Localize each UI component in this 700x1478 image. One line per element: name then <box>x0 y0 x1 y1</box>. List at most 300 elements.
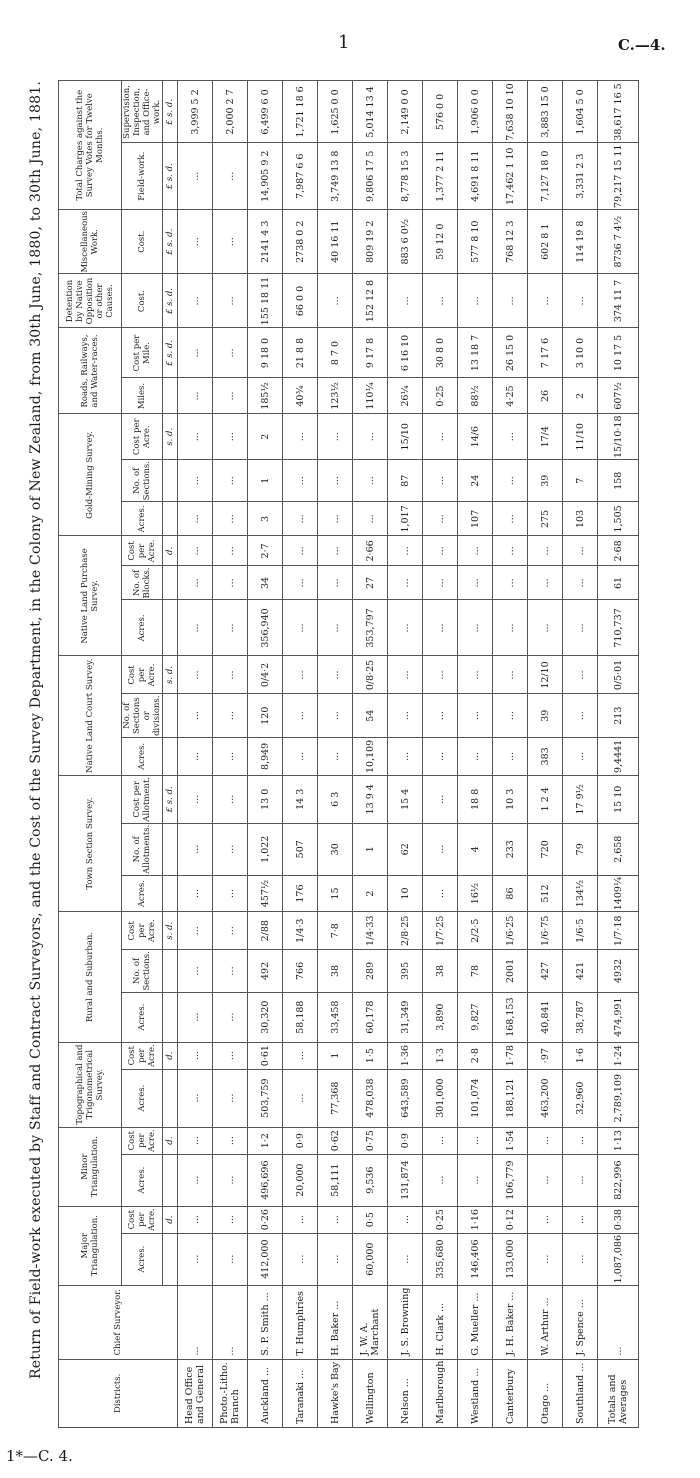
value-cell: ... <box>178 1206 213 1233</box>
value-cell: ... <box>423 656 458 694</box>
table-row <box>353 81 388 1428</box>
value-cell: 353,797 <box>353 600 388 656</box>
table-row <box>213 81 248 1428</box>
value-cell: ... <box>178 656 213 694</box>
chief-surveyor-cell: J. S. Browning <box>388 1285 423 1359</box>
value-cell: 32,960 <box>563 1069 598 1127</box>
value-cell: ... <box>178 912 213 950</box>
value-cell: ... <box>318 274 353 328</box>
value-cell: 1·16 <box>458 1206 493 1233</box>
value-cell: 643,589 <box>388 1069 423 1127</box>
value-cell: ... <box>388 656 423 694</box>
value-cell: 1 <box>353 823 388 875</box>
sub-header: Field-work. <box>122 143 163 209</box>
value-cell: 15 4 <box>388 775 423 823</box>
value-cell: 88½ <box>458 378 493 414</box>
value-cell: ... <box>528 600 563 656</box>
chief-surveyor-cell: W. Arthur ... <box>528 1285 563 1359</box>
table-row <box>388 81 423 1428</box>
group-header-native-purchase: Native Land Purchase Survey. <box>59 536 122 656</box>
sub-header: Acres. <box>122 875 163 911</box>
unit-header <box>163 875 178 911</box>
value-cell: 1,087,086 <box>598 1233 639 1285</box>
sub-header: Acres. <box>122 992 163 1042</box>
value-cell: ... <box>458 1127 493 1154</box>
chief-surveyor-cell: ... <box>598 1285 639 1359</box>
value-cell: ... <box>563 1206 598 1233</box>
value-cell: 720 <box>528 823 563 875</box>
value-cell: 1 <box>318 1042 353 1069</box>
value-cell: ... <box>528 1233 563 1285</box>
value-cell: 356,940 <box>248 600 283 656</box>
value-cell: 33,458 <box>318 992 353 1042</box>
value-cell: 496,696 <box>248 1154 283 1206</box>
value-cell: 18 8 <box>458 775 493 823</box>
value-cell: 38,617 16 5 <box>598 81 639 143</box>
value-cell: ... <box>178 992 213 1042</box>
value-cell: ... <box>178 460 213 502</box>
value-cell: 9 17 8 <box>353 328 388 378</box>
value-cell: 101,074 <box>458 1069 493 1127</box>
value-cell: 335,680 <box>423 1233 458 1285</box>
value-cell: 1/6·5 <box>563 912 598 950</box>
value-cell: 1,022 <box>248 823 283 875</box>
col-header-district: Districts. <box>59 1359 178 1427</box>
value-cell: ... <box>318 502 353 536</box>
value-cell: 492 <box>248 950 283 992</box>
value-cell: ... <box>493 737 528 775</box>
value-cell: ... <box>493 414 528 460</box>
sub-header: Acres. <box>122 1154 163 1206</box>
value-cell: ... <box>213 737 248 775</box>
value-cell: 0/5·01 <box>598 656 639 694</box>
value-cell: 58,111 <box>318 1154 353 1206</box>
value-cell: ... <box>213 1154 248 1206</box>
value-cell: 40 16 11 <box>318 209 353 274</box>
value-cell: 427 <box>528 950 563 992</box>
unit-header <box>163 737 178 775</box>
chief-surveyor-cell: S. P. Smith ... <box>248 1285 283 1359</box>
value-cell: 24 <box>458 460 493 502</box>
value-cell: ... <box>458 566 493 600</box>
unit-header <box>163 992 178 1042</box>
value-cell: 79 <box>563 823 598 875</box>
value-cell: ... <box>388 1233 423 1285</box>
value-cell: ... <box>178 414 213 460</box>
unit-header: d. <box>163 1206 178 1233</box>
value-cell: 2,000 2 7 <box>213 81 248 143</box>
value-cell: 131,874 <box>388 1154 423 1206</box>
value-cell: ... <box>388 274 423 328</box>
value-cell: ... <box>353 414 388 460</box>
value-cell: 62 <box>388 823 423 875</box>
value-cell: 8736 7 4½ <box>598 209 639 274</box>
sub-header: Cost per Allotment. <box>122 775 163 823</box>
value-cell: ... <box>423 274 458 328</box>
value-cell: 26 15 0 <box>493 328 528 378</box>
value-cell: 38 <box>318 950 353 992</box>
value-cell: 2·66 <box>353 536 388 566</box>
unit-header: £ s. d. <box>163 81 178 143</box>
value-cell: 421 <box>563 950 598 992</box>
value-cell: 503,759 <box>248 1069 283 1127</box>
value-cell: 478,038 <box>353 1069 388 1127</box>
value-cell: 2 <box>563 378 598 414</box>
district-cell: Totals and Averages <box>598 1359 639 1427</box>
value-cell: ... <box>563 1127 598 1154</box>
value-cell: 60,178 <box>353 992 388 1042</box>
value-cell: 87 <box>388 460 423 502</box>
value-cell: ... <box>563 694 598 737</box>
value-cell: 26¼ <box>388 378 423 414</box>
value-cell: 15/10 <box>388 414 423 460</box>
value-cell: 3,749 13 8 <box>318 143 353 209</box>
unit-header <box>163 1154 178 1206</box>
value-cell: ... <box>213 656 248 694</box>
value-cell: 107 <box>458 502 493 536</box>
value-cell: 0·25 <box>423 1206 458 1233</box>
unit-header: s. d. <box>163 414 178 460</box>
value-cell: 9,806 17 5 <box>353 143 388 209</box>
value-cell: ... <box>178 536 213 566</box>
value-cell: 463,200 <box>528 1069 563 1127</box>
value-cell: ... <box>178 328 213 378</box>
value-cell: 39 <box>528 694 563 737</box>
sub-header: No. of Blocks. <box>122 566 163 600</box>
value-cell: ... <box>213 694 248 737</box>
chief-surveyor-cell: H. Clark ... <box>423 1285 458 1359</box>
value-cell: ... <box>423 1154 458 1206</box>
group-header-major: Major Triangulation. <box>59 1206 122 1285</box>
value-cell: ... <box>178 875 213 911</box>
table-row <box>493 81 528 1428</box>
value-cell: ... <box>283 1042 318 1069</box>
value-cell: ... <box>318 737 353 775</box>
district-cell: Taranaki ... <box>283 1359 318 1427</box>
group-header-native-court: Native Land Court Survey. <box>59 656 122 775</box>
value-cell: ... <box>528 566 563 600</box>
value-cell: ... <box>388 536 423 566</box>
value-cell: 2001 <box>493 950 528 992</box>
value-cell: 133,000 <box>493 1233 528 1285</box>
value-cell: 13 9 4 <box>353 775 388 823</box>
value-cell: 110¼ <box>353 378 388 414</box>
value-cell: 10 3 <box>493 775 528 823</box>
value-cell: 40¾ <box>283 378 318 414</box>
value-cell: 1·2 <box>248 1127 283 1154</box>
value-cell: 766 <box>283 950 318 992</box>
value-cell: 3,999 5 2 <box>178 81 213 143</box>
value-cell: 2/8·25 <box>388 912 423 950</box>
value-cell: 2/2·5 <box>458 912 493 950</box>
value-cell: 2/88 <box>248 912 283 950</box>
value-cell: 1·6 <box>563 1042 598 1069</box>
value-cell: 20,000 <box>283 1154 318 1206</box>
value-cell: ... <box>178 502 213 536</box>
value-cell: 114 19 8 <box>563 209 598 274</box>
value-cell: ... <box>423 414 458 460</box>
unit-header <box>163 823 178 875</box>
chief-surveyor-cell: T. Humphries <box>283 1285 318 1359</box>
value-cell: 1 2 4 <box>528 775 563 823</box>
value-cell: ... <box>388 694 423 737</box>
group-header-total: Total Charges against the Survey Votes for Twelve Months. <box>59 81 122 209</box>
value-cell: 8 7 0 <box>318 328 353 378</box>
value-cell: 2,789,109 <box>598 1069 639 1127</box>
sub-header: Cost per Mile. <box>122 328 163 378</box>
sub-header: No. of Sections or divisions. <box>122 695 162 736</box>
value-cell: ... <box>178 1154 213 1206</box>
sub-header: Cost per Acre. <box>122 912 163 950</box>
value-cell: ... <box>423 823 458 875</box>
sub-header: Supervision, Inspection, and Office-work. <box>122 81 163 143</box>
value-cell: 2·68 <box>598 536 639 566</box>
unit-header: £ s. d. <box>163 209 178 274</box>
value-cell: 9,4441 <box>598 737 639 775</box>
value-cell: ... <box>213 460 248 502</box>
value-cell: 40,841 <box>528 992 563 1042</box>
value-cell: ... <box>283 656 318 694</box>
value-cell: 2141 4 3 <box>248 209 283 274</box>
value-cell: ... <box>213 566 248 600</box>
value-cell: 2·8 <box>458 1042 493 1069</box>
value-cell: ... <box>423 502 458 536</box>
district-cell: Hawke's Bay <box>318 1359 353 1427</box>
unit-header: £ s. d. <box>163 775 178 823</box>
unit-header: d. <box>163 1127 178 1154</box>
value-cell: ... <box>388 566 423 600</box>
value-cell: ... <box>353 460 388 502</box>
value-cell: 1·54 <box>493 1127 528 1154</box>
value-cell: ... <box>213 823 248 875</box>
value-cell: ... <box>178 1127 213 1154</box>
value-cell: 0·38 <box>598 1206 639 1233</box>
value-cell: 7,638 10 10 <box>493 81 528 143</box>
value-cell: ... <box>423 737 458 775</box>
value-cell: 883 6 0½ <box>388 209 423 274</box>
chief-surveyor-cell: J. W. A. Marchant <box>353 1285 388 1359</box>
value-cell: ... <box>528 536 563 566</box>
value-cell: 2738 0 2 <box>283 209 318 274</box>
value-cell: 0·9 <box>283 1127 318 1154</box>
value-cell: 21 8 8 <box>283 328 318 378</box>
value-cell: 1/4·33 <box>353 912 388 950</box>
value-cell: 2·7 <box>248 536 283 566</box>
value-cell: 8,949 <box>248 737 283 775</box>
chief-surveyor-cell: J. H. Baker ... <box>493 1285 528 1359</box>
value-cell: ... <box>458 737 493 775</box>
value-cell: ... <box>423 775 458 823</box>
value-cell: 1,017 <box>388 502 423 536</box>
sub-header: Cost per Acre. <box>122 1042 163 1069</box>
chief-surveyor-cell: G. Mueller ... <box>458 1285 493 1359</box>
district-cell: Canterbury <box>493 1359 528 1427</box>
value-cell: 1 <box>248 460 283 502</box>
value-cell: ... <box>178 950 213 992</box>
group-header-gold: Gold-Mining Survey. <box>59 414 122 536</box>
value-cell: 0·62 <box>318 1127 353 1154</box>
value-cell: 10,109 <box>353 737 388 775</box>
value-cell: 13 0 <box>248 775 283 823</box>
value-cell: ... <box>563 1233 598 1285</box>
value-cell: ... <box>213 1069 248 1127</box>
value-cell: 14 3 <box>283 775 318 823</box>
value-cell: ... <box>423 694 458 737</box>
value-cell: ... <box>388 737 423 775</box>
value-cell: ... <box>213 912 248 950</box>
value-cell: ... <box>213 328 248 378</box>
sub-header: No. of Sections. <box>122 460 163 502</box>
value-cell: 10 17 5 <box>598 328 639 378</box>
chief-surveyor-cell: ... <box>178 1285 213 1359</box>
district-cell: Photo.-Litho. Branch <box>213 1359 248 1427</box>
group-header-detention: Detention by Native Opposition or other Causes. <box>59 274 122 328</box>
value-cell: ... <box>283 737 318 775</box>
district-cell: Wellington <box>353 1359 388 1427</box>
group-header-town: Town Section Survey. <box>59 775 122 911</box>
sub-header: Acres. <box>122 502 163 536</box>
value-cell: ... <box>283 460 318 502</box>
value-cell: 16½ <box>458 875 493 911</box>
value-cell: ... <box>318 1233 353 1285</box>
value-cell: 13 18 7 <box>458 328 493 378</box>
value-cell: ... <box>493 600 528 656</box>
unit-header: d. <box>163 536 178 566</box>
value-cell: 134½ <box>563 875 598 911</box>
value-cell: 78 <box>458 950 493 992</box>
group-header-rural: Rural and Suburban. <box>59 912 122 1042</box>
district-cell: Marlborough <box>423 1359 458 1427</box>
value-cell: 1·3 <box>423 1042 458 1069</box>
value-cell: 0/4·2 <box>248 656 283 694</box>
value-cell: 809 19 2 <box>353 209 388 274</box>
value-cell: ... <box>458 536 493 566</box>
value-cell: 0/8·25 <box>353 656 388 694</box>
group-header-misc: Miscellaneous Work. <box>59 209 122 274</box>
unit-header <box>163 694 178 737</box>
value-cell: 103 <box>563 502 598 536</box>
value-cell: 0·25 <box>423 378 458 414</box>
value-cell: 30,320 <box>248 992 283 1042</box>
sub-header: Cost per Acre. <box>122 536 163 566</box>
value-cell: ... <box>528 1154 563 1206</box>
value-cell: ... <box>528 1127 563 1154</box>
sub-header: Cost per Acre. <box>122 414 163 460</box>
value-cell: ... <box>178 1042 213 1069</box>
value-cell: 9,536 <box>353 1154 388 1206</box>
value-cell: 4 <box>458 823 493 875</box>
value-cell: 6 3 <box>318 775 353 823</box>
value-cell: ... <box>213 378 248 414</box>
value-cell: 8,778 15 3 <box>388 143 423 209</box>
value-cell: 395 <box>388 950 423 992</box>
value-cell: 3,883 15 0 <box>528 81 563 143</box>
value-cell: 576 0 0 <box>423 81 458 143</box>
value-cell: ... <box>213 274 248 328</box>
value-cell: 4·25 <box>493 378 528 414</box>
value-cell: 7,127 18 0 <box>528 143 563 209</box>
value-cell: ... <box>318 694 353 737</box>
value-cell: ... <box>178 694 213 737</box>
value-cell: ... <box>423 600 458 656</box>
value-cell: ... <box>178 566 213 600</box>
value-cell: 1·78 <box>493 1042 528 1069</box>
value-cell: 15/10·18 <box>598 414 639 460</box>
value-cell: 5,014 13 4 <box>353 81 388 143</box>
value-cell: 0·75 <box>353 1127 388 1154</box>
value-cell: 474,991 <box>598 992 639 1042</box>
value-cell: ... <box>563 737 598 775</box>
value-cell: ... <box>283 600 318 656</box>
value-cell: 185½ <box>248 378 283 414</box>
value-cell: ... <box>178 1069 213 1127</box>
sub-header: Acres. <box>122 1069 163 1127</box>
value-cell: 86 <box>493 875 528 911</box>
sub-header: Cost. <box>122 274 163 328</box>
table-row <box>458 81 493 1428</box>
value-cell: 176 <box>283 875 318 911</box>
unit-header <box>163 378 178 414</box>
value-cell: 607½ <box>598 378 639 414</box>
value-cell: ... <box>318 600 353 656</box>
value-cell: 11/10 <box>563 414 598 460</box>
value-cell: ... <box>563 600 598 656</box>
value-cell: 0·5 <box>353 1206 388 1233</box>
unit-header <box>163 950 178 992</box>
value-cell: ... <box>318 1206 353 1233</box>
col-header-chief: Chief Surveyor. <box>59 1285 178 1359</box>
group-header-roads: Roads, Railways, and Water-races. <box>59 328 122 414</box>
value-cell: ... <box>318 566 353 600</box>
value-cell: 38 <box>423 950 458 992</box>
value-cell: ... <box>178 209 213 274</box>
value-cell: 106,779 <box>493 1154 528 1206</box>
value-cell: 120 <box>248 694 283 737</box>
value-cell: ... <box>493 694 528 737</box>
survey-return-table <box>58 80 639 1428</box>
value-cell: 1,505 <box>598 502 639 536</box>
value-cell: 9,827 <box>458 992 493 1042</box>
value-cell: 1,721 18 6 <box>283 81 318 143</box>
value-cell: ... <box>213 600 248 656</box>
value-cell: ... <box>458 694 493 737</box>
value-cell: ... <box>563 274 598 328</box>
sub-header: Miles. <box>122 378 163 414</box>
value-cell: 1409¼ <box>598 875 639 911</box>
value-cell: ... <box>388 600 423 656</box>
value-cell: ... <box>318 460 353 502</box>
value-cell: 3,890 <box>423 992 458 1042</box>
value-cell: ... <box>318 656 353 694</box>
value-cell: ... <box>493 460 528 502</box>
value-cell: 17/4 <box>528 414 563 460</box>
value-cell: 31,349 <box>388 992 423 1042</box>
value-cell: 577 8 10 <box>458 209 493 274</box>
value-cell: 7,987 6 6 <box>283 143 318 209</box>
value-cell: 155 18 11 <box>248 274 283 328</box>
value-cell: ... <box>283 536 318 566</box>
value-cell: 7·8 <box>318 912 353 950</box>
value-cell: 3 <box>248 502 283 536</box>
value-cell: ·97 <box>528 1042 563 1069</box>
value-cell: ... <box>423 566 458 600</box>
value-cell: 768 12 3 <box>493 209 528 274</box>
value-cell: 1,377 2 11 <box>423 143 458 209</box>
value-cell: 2,149 0 0 <box>388 81 423 143</box>
value-cell: ... <box>178 274 213 328</box>
value-cell: 14/6 <box>458 414 493 460</box>
value-cell: 1·24 <box>598 1042 639 1069</box>
